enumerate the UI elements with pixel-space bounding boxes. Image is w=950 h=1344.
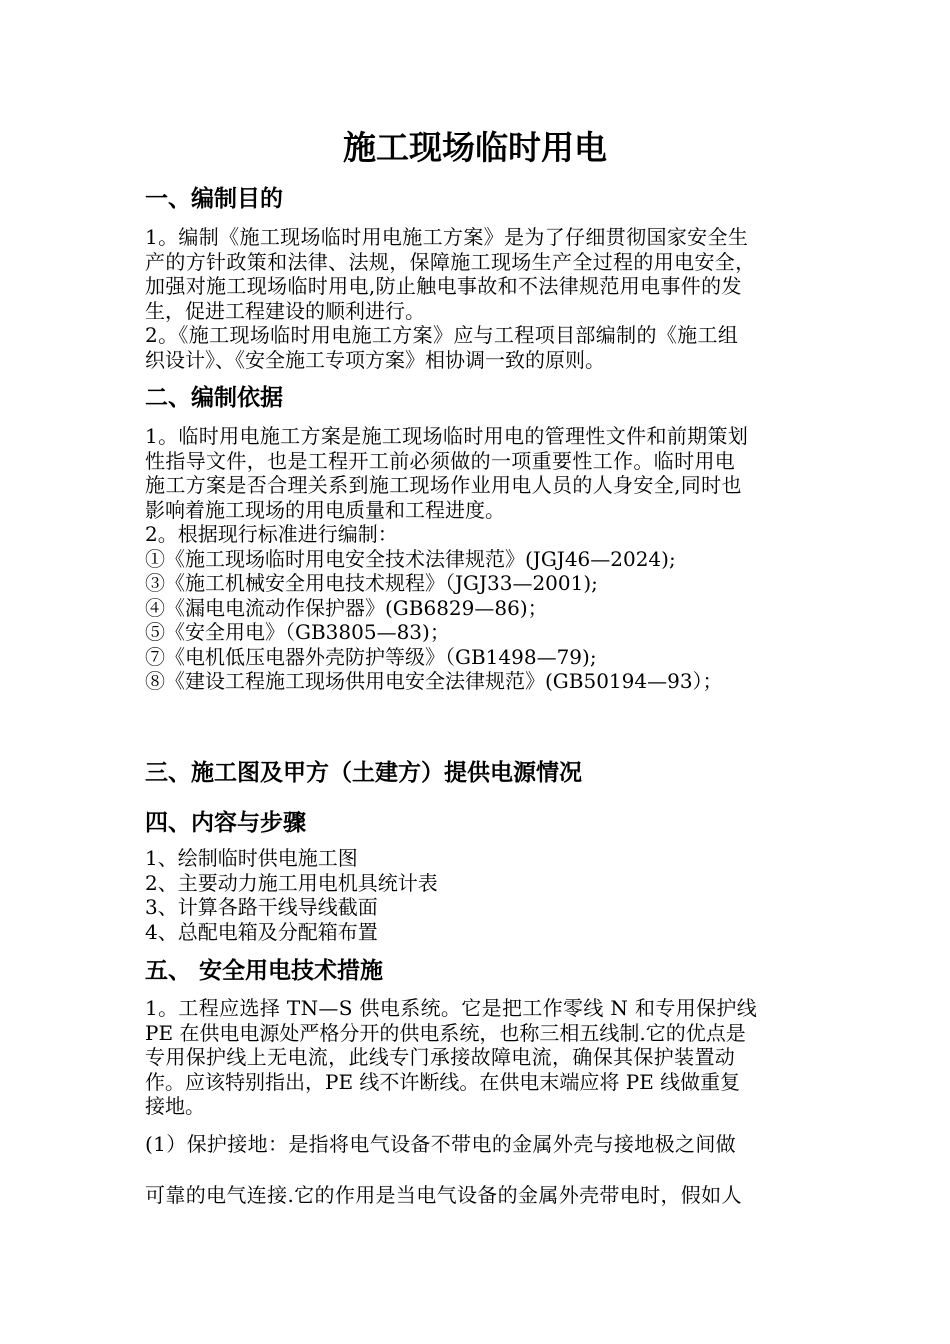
section-2-line: 性指导文件，也是工程开工前必须做的一项重要性工作。临时用电 <box>145 448 736 473</box>
section-3-heading: 三、施工图及甲方（土建方）提供电源情况 <box>145 760 582 786</box>
section-1-line: 1。编制《施工现场临时用电施工方案》是为了仔细贯彻国家安全生 <box>145 225 749 249</box>
section-1-line: 2。《施工现场临时用电施工方案》应与工程项目部编制的《施工组 <box>145 323 739 347</box>
section-1-heading: 一、编制目的 <box>145 186 283 212</box>
section-5-line: 接地。 <box>145 1094 205 1118</box>
section-2-line: 2。根据现行标准进行编制： <box>145 522 398 546</box>
section-1-line: 织设计》、《安全施工专项方案》相协调一致的原则。 <box>145 347 605 372</box>
step-item: 2、主要动力施工用电机具统计表 <box>145 870 438 895</box>
document-title: 施工现场临时用电 <box>343 128 607 167</box>
standard-item: ⑤《安全用电》（GB3805—83)； <box>145 620 450 644</box>
section-5-line: PE 在供电电源处严格分开的供电系统，也称三相五线制.它的优点是 <box>145 1020 746 1045</box>
section-5-line: 作。应该特别指出，PE 线不许断线。在供电末端应将 PE 线做重复 <box>145 1069 741 1094</box>
section-2-line: 影响着施工现场的用电质量和工程进度。 <box>145 497 505 522</box>
section-2-line: 1。临时用电施工方案是施工现场临时用电的管理性文件和前期策划 <box>145 424 749 448</box>
section-5-heading: 五、 安全用电技术措施 <box>145 958 384 984</box>
section-4-heading: 四、内容与步骤 <box>145 810 306 836</box>
section-1-line: 加强对施工现场临时用电,防止触电事故和不法律规范用电事件的发 <box>145 274 742 298</box>
section-1-line: 生，促进工程建设的顺利进行。 <box>145 298 425 323</box>
step-item: 1、绘制临时供电施工图 <box>145 846 358 870</box>
step-item: 4、总配电箱及分配箱布置 <box>145 919 378 944</box>
standard-item: ①《施工现场临时用电安全技术法律规范》(JGJ46—2024); <box>145 546 676 571</box>
section-5-line: 1。工程应选择 TN—S 供电系统。它是把工作零线 N 和专用保护线 <box>145 996 758 1020</box>
standard-item: ⑧《建设工程施工现场供用电安全法律规范》(GB50194—93）； <box>145 669 723 693</box>
protective-grounding-line: (1）保护接地：是指将电气设备不带电的金属外壳与接地极之间做 <box>145 1132 737 1156</box>
step-item: 3、计算各路干线导线截面 <box>145 895 378 919</box>
standard-item: ③《施工机械安全用电技术规程》（JGJ33—2001); <box>145 571 598 595</box>
protective-grounding-line: 可靠的电气连接.它的作用是当电气设备的金属外壳带电时，假如人 <box>145 1183 742 1207</box>
standard-item: ④《漏电电流动作保护器》(GB6829—86)； <box>145 595 548 620</box>
section-5-line: 专用保护线上无电流，此线专门承接故障电流，确保其保护装置动 <box>145 1045 736 1069</box>
standard-item: ⑦《电机低压电器外壳防护等级》（GB1498—79); <box>145 644 597 669</box>
section-2-line: 施工方案是否合理关系到施工现场作业用电人员的人身安全,同时也 <box>145 473 742 497</box>
section-2-heading: 二、编制依据 <box>145 385 283 411</box>
section-1-line: 产的方针政策和法律、法规，保障施工现场生产全过程的用电安全， <box>145 249 756 274</box>
